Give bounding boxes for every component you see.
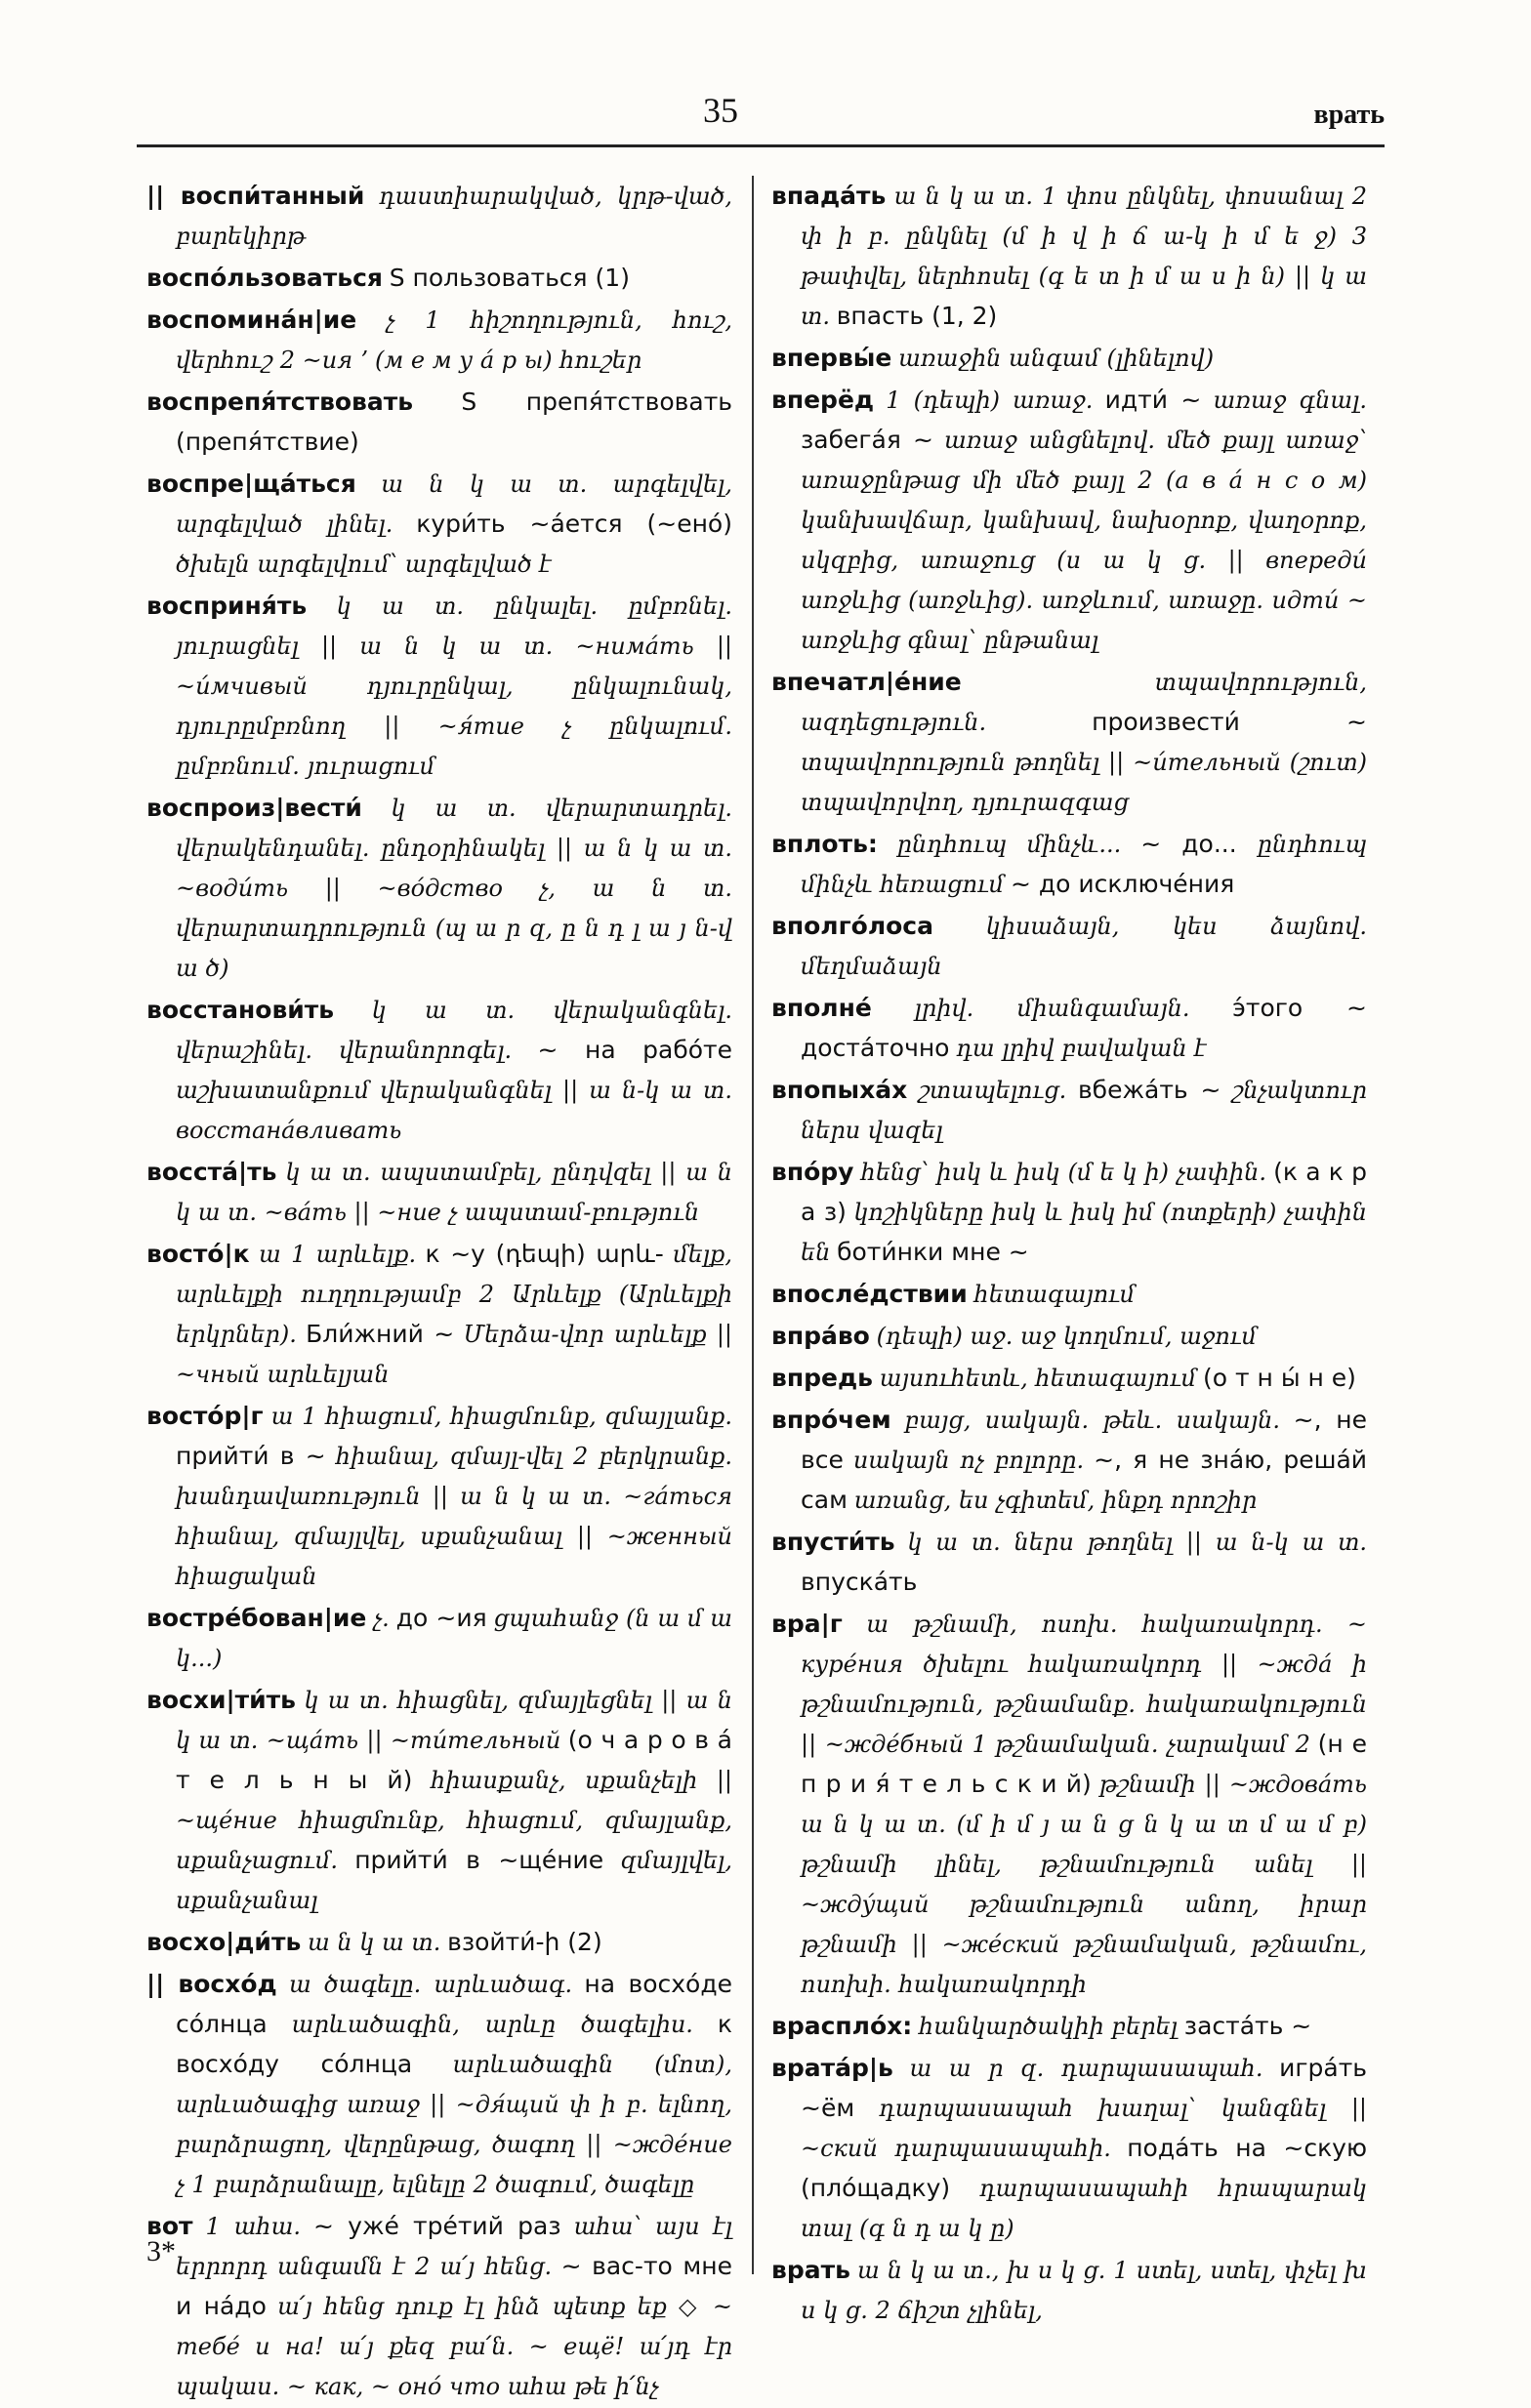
entry-translation: կ ա տ. հիացնել, զմայլեցնել || ա ն կ ա տ. ~ща́ть || ~ти́тельный	[176, 1687, 732, 1754]
dictionary-entry	[146, 990, 732, 1150]
entry-headword: восхи|ти́ть	[146, 1686, 296, 1714]
entry-translation: ա 1 հիացում, հիացմունք, զմայլանք.	[270, 1403, 732, 1430]
running-head: врать	[1313, 100, 1385, 130]
entry-headword: вперёд	[771, 386, 875, 414]
dictionary-entry	[146, 586, 732, 786]
entry-translation: ա թշնամի, ոսոխ. հակառակորդ. ~ куре́ния ծխելու հակառակորդ || ~жда́ ի թշնամություն, թշնամանք. հակառակություն || ~жде́бный 1 թշնամական. չարակամ 2	[801, 1611, 1367, 1758]
entry-translation: արևածագին, արևը ծագելիս.	[291, 2011, 693, 2038]
entry-example: до ~ия	[395, 1604, 487, 1632]
entry-translation: դարպասապահ խաղալ՝ կանգնել || ~ский դարպասապահի.	[801, 2095, 1367, 2162]
entry-example: боти́нки мне ~	[837, 1238, 1029, 1266]
entry-headword: воспомина́н|ие	[146, 306, 357, 334]
entry-translation: ա ն կ ա տ. 1 փոս ընկնել, փոսանալ 2 փ ի բ. ընկնել (մ ի վ ի ճ ա-կ ի մ ե ջ) 3 թափվել, ներհոսել (գ ե տ ի մ ա ս ի ն) || կ ա տ.	[801, 183, 1367, 330]
entry-translation: ա ն կ ա տ., խ ս կ ց. 1 ստել, ստել, փչել խ ս կ ց. 2 ճիշտ չլինել,	[801, 2257, 1368, 2324]
entry-example: впасть (1, 2)	[836, 302, 998, 330]
entry-headword: впопыха́х	[771, 1076, 908, 1104]
entry-translation: զմայլվել, սքանչանալ	[176, 1847, 732, 1914]
dictionary-entry	[146, 1152, 732, 1232]
entry-translation: կ ա տ. վերականգնել. վերաշինել. վերանորոգել.	[176, 997, 733, 1064]
entry-translation: չ.	[373, 1605, 390, 1632]
entry-example: прийти́ в ~	[176, 1442, 326, 1470]
dictionary-entry	[146, 464, 732, 584]
entry-translation: Մերձա-վոր արևելք || ~чный արևելյան	[176, 1321, 733, 1388]
entry-translation: ընդհուպ մինչև...	[896, 831, 1122, 858]
entry-translation: ա՛յ հենց դուք էլ ինձ պետք եք ◇ ~ тебе́ и на! ա՛յ քեզ բա՛ն. ~ ещё! ա՛յդ էր պակաս. ~ как, ~ оно́ что ահա թե ի՛նչ	[176, 2293, 733, 2400]
entry-headword: впосле́дствии	[771, 1280, 968, 1308]
entry-example: S пользоваться (1)	[389, 264, 630, 292]
left-column	[146, 176, 732, 2408]
entry-headword: врасплóх:	[771, 2012, 913, 2040]
entry-translation: ծխելն արգելվում՝ արգելված է	[176, 551, 552, 578]
entry-translation: ա ծագելը. արևածագ.	[288, 1971, 573, 1998]
entry-example: идти́ ~	[1104, 386, 1202, 414]
dictionary-entry	[771, 988, 1367, 1068]
entry-translation: կ ա տ. ընկալել. ըմբռնել. յուրացնել || ա ն կ ա տ. ~нима́ть || ~и́мчивый դյուրընկալ, ընկալունակ, դյուրըմբռնող || ~я́тие չ ընկալում. ըմբռնում. յուրացում	[176, 592, 733, 780]
entry-example: прийти́ в ~ще́ние	[354, 1846, 604, 1874]
entry-translation: հանկարծակիի բերել	[919, 2013, 1179, 2040]
entry-translation: արևածագին (մոտ), արևածագից առաջ || ~дя́щий փ ի բ. ելնող, բարձրացող, վերընթաց, ծագող || ~жде́ние չ 1 բարձրանալը, ելնելը 2 ծագում, ծագելը	[176, 2051, 733, 2198]
entry-translation: հիանալ, զմայլ-վել 2 բերկրանք. խանդավառություն || ա ն կ ա տ. ~га́ться հիանալ, զմայլվել, սքանչանալ || ~женный հիացական	[176, 1443, 733, 1590]
entry-translation: դարպասապահի հրապարակ տալ (գ ն դ ա կ ը)	[801, 2175, 1367, 2242]
entry-translation: ա ն կ ա տ.	[308, 1929, 441, 1956]
dictionary-entry	[146, 176, 732, 256]
entry-example: ~, я не зна́ю, реша́й сам	[801, 1446, 1368, 1514]
entry-translation: 1 ահա.	[205, 2213, 302, 2240]
entry-translation: դա լրիվ բավական է	[956, 1035, 1207, 1062]
entry-example: заста́ть ~	[1183, 2012, 1312, 2040]
dictionary-entry	[771, 906, 1367, 986]
header-rule	[137, 144, 1385, 147]
entry-example: к ~у (դեպի) արև-	[425, 1240, 664, 1268]
entry-translation: առաջ գնալ.	[1213, 387, 1368, 414]
entry-translation: շտապելուց.	[918, 1077, 1067, 1104]
dictionary-entry	[771, 1358, 1367, 1398]
right-column	[771, 176, 1367, 2332]
entry-example: ~ до исключе́ния	[1010, 870, 1235, 898]
dictionary-entry	[771, 2250, 1367, 2330]
dictionary-entry	[771, 1316, 1367, 1356]
entry-headword: впредь	[771, 1364, 873, 1392]
dictionary-entry	[771, 824, 1367, 904]
entry-example: Бли́жний ~	[306, 1320, 455, 1348]
entry-translation: կոշիկները իսկ և իսկ իմ (ոտքերի) չափին են	[801, 1199, 1367, 1266]
entry-headword: врата́р|ь	[771, 2054, 893, 2082]
entry-example: (о ч а р о в а́ т е л ь н ы й)	[176, 1726, 732, 1794]
dictionary-entry	[146, 1922, 732, 1962]
entry-translation: շնչակտուր ներս վազել	[801, 1077, 1367, 1144]
entry-translation: առանց, ես չգիտեմ, ինքդ որոշիր	[853, 1487, 1258, 1514]
dictionary-entry	[146, 1396, 732, 1596]
entry-example: (о т н ы́ н е)	[1203, 1364, 1356, 1392]
dictionary-entry	[771, 380, 1367, 660]
entry-translation: ցպահանջ (ն ա մ ա կ...)	[176, 1605, 733, 1672]
entry-headword: воспрепя́тствовать	[146, 388, 414, 416]
dictionary-entry	[771, 1604, 1367, 2004]
entry-example: вбежа́ть ~	[1077, 1076, 1221, 1104]
dictionary-entry	[771, 176, 1367, 336]
dictionary-entry	[771, 2048, 1367, 2248]
entry-example: к восхо́ду со́лнца	[176, 2010, 732, 2078]
entry-translation: տպավորություն թողնել || ~и́тельный (շուտ) տպավորվող, դյուրազգաց	[801, 749, 1367, 816]
entry-translation: առաջ անցնելով. մեծ քայլ առաջ՝ առաջընթաց մի մեծ քայլ 2 (а в а́ н с о м) կանխավճար, կանխավ, նախօրոք, վաղօրոք, սկզբից, առաջուց (ս ա կ ց. || впереди́ առջևից (առջևից). առջևում, առաջը. идти́ ~ առջևից գնալ՝ ընթանալ	[801, 427, 1367, 654]
entry-example: на восхо́де со́лнца	[176, 1970, 732, 2038]
column-divider	[752, 176, 754, 2274]
dictionary-entry	[146, 382, 732, 462]
entry-example: пода́ть на ~скую (пло́щадку)	[801, 2134, 1368, 2202]
entry-translation: ա ա ր զ. դարպասապահ.	[909, 2055, 1263, 2082]
entry-translation: բայց, սակայն. թեև. սակայն.	[904, 1407, 1281, 1434]
entry-headword: || восхо́д	[146, 1970, 277, 1998]
entry-headword: вполне́	[771, 994, 872, 1022]
dictionary-entry	[146, 300, 732, 380]
entry-translation: այսուհետև, հետագայում	[879, 1365, 1197, 1392]
entry-headword: врать	[771, 2256, 850, 2284]
entry-translation: 1 (դեպի) առաջ.	[886, 387, 1094, 414]
entry-headword: || воспи́танный	[146, 182, 365, 210]
entry-headword: впро́чем	[771, 1406, 891, 1434]
dictionary-entry	[771, 1274, 1367, 1314]
entry-translation: ա ն կ ա տ. արգելվել, արգելված լինել.	[176, 470, 732, 538]
dictionary-entry	[771, 1152, 1367, 1272]
entry-headword: восстанови́ть	[146, 996, 335, 1024]
entry-translation: ա 1 արևելք.	[259, 1241, 417, 1268]
entry-translation: կ ա տ. վերարտադրել. վերակենդանել. ընդօրինակել || ա ն կ ա տ. ~води́ть || ~во́дство չ, ա ն տ. վերարտադրություն (պ ա ր զ, ը ն դ լ ա յ ն-վ ա ծ)	[176, 795, 733, 982]
entry-example: S препя́тствовать (препя́тствие)	[176, 388, 732, 456]
entry-example: ~ вас-то мне и на́до	[176, 2252, 732, 2320]
entry-translation: լրիվ. միանգամայն.	[914, 995, 1190, 1022]
dictionary-entry	[771, 1400, 1367, 1520]
entry-example: ~ уже́ тре́тий раз	[313, 2212, 561, 2240]
dictionary-entry	[771, 1070, 1367, 1150]
dictionary-entry	[146, 2206, 732, 2406]
entry-translation: սակայն ոչ բոլորը.	[852, 1447, 1085, 1474]
dictionary-entry	[146, 1964, 732, 2204]
signature-mark: 3*	[146, 2235, 176, 2267]
entry-translation: դաստիարակված, կրթ-ված, բարեկիրթ	[176, 183, 733, 250]
entry-headword: впра́во	[771, 1322, 870, 1350]
entry-translation: ընդհուպ մինչև հեռացում	[801, 831, 1368, 898]
entry-example: произвести́ ~	[1092, 708, 1367, 736]
dictionary-entry	[771, 2006, 1367, 2046]
entry-translation: աշխատանքում վերականգնել || ա ն-կ ա տ. восстана́вливать	[176, 1077, 732, 1144]
dictionary-entry	[771, 338, 1367, 378]
dictionary-entry	[146, 1680, 732, 1920]
entry-example: (н е п р и я́ т е л ь с к и й)	[801, 1730, 1367, 1798]
dictionary-entry	[146, 1598, 732, 1678]
entry-headword: впечатл|е́ние	[771, 668, 962, 696]
dictionary-entry	[146, 1234, 732, 1394]
entry-headword: воспроиз|вести́	[146, 794, 362, 822]
entry-headword: восста́|ть	[146, 1158, 277, 1186]
entry-headword: воспо́льзоваться	[146, 264, 383, 292]
entry-translation: առաջին անգամ (լինելով)	[898, 345, 1215, 372]
entry-headword: вот	[146, 2212, 193, 2240]
dictionary-entry	[146, 788, 732, 988]
entry-example: (к а к р а з)	[801, 1158, 1368, 1226]
entry-headword: вполго́лоса	[771, 912, 933, 940]
dictionary-entry	[771, 662, 1367, 822]
entry-headword: вра|г	[771, 1610, 843, 1638]
entry-translation: կիսաձայն, կես ձայնով. մեղմաձայն	[801, 913, 1367, 980]
dictionary-entry	[146, 258, 732, 298]
entry-example: впуска́ть	[801, 1568, 918, 1596]
entry-translation: հենց՝ իսկ և իսկ (մ ե կ ի) չափին.	[860, 1159, 1266, 1186]
entry-translation: հետագայում	[973, 1281, 1136, 1308]
entry-example: взойти́-ի (2)	[447, 1928, 602, 1956]
entry-headword: впо́ру	[771, 1158, 854, 1186]
entry-translation: կ ա տ. ապստամբել, ընդվզել || ա ն կ ա տ. ~ва́ть || ~ние չ ապստամ-բություն	[176, 1159, 733, 1226]
entry-translation: ահա՝ այս էլ երրորդ անգամն է 2 ա՛յ հենց.	[176, 2213, 733, 2280]
entry-translation: մելք, արևելքի ուղղությամբ 2 Արևելք (Արևելքի երկրներ).	[176, 1241, 732, 1348]
entry-translation: չ 1 հիշողություն, հուշ, վերհուշ 2 ~ия ʼ (м е м у а́ р ы) հուշեր	[176, 306, 733, 374]
entry-example: э́того ~ доста́точно	[801, 994, 1367, 1062]
entry-headword: воспре|ща́ться	[146, 469, 356, 498]
entry-example: игра́ть ~ём	[801, 2054, 1368, 2122]
dictionary-entry	[771, 1522, 1367, 1602]
page-number: 35	[703, 91, 738, 130]
entry-translation: (դեպի) աջ. աջ կողմում, աջում	[876, 1323, 1258, 1350]
entry-headword: восто́р|г	[146, 1402, 264, 1430]
entry-example: ~ на рабо́те	[537, 1036, 732, 1064]
entry-headword: впервы́е	[771, 344, 892, 372]
entry-translation: թշնամի || ~ждова́ть ա ն կ ա տ. (մ ի մ յ ա ն ց ն կ ա տ մ ա մ բ) թշնամի լինել, թշնամություն անել || ~жду́щий թշնամություն անող, իրար թշնամի || ~же́ский թշնամական, թշնամու, ոսոխի. հակառակորդի	[801, 1771, 1367, 1998]
entry-headword: восприня́ть	[146, 592, 308, 620]
entry-example: кури́ть ~а́ется (~ено́)	[416, 510, 732, 538]
entry-headword: восхо|ди́ть	[146, 1928, 302, 1956]
entry-translation: կ ա տ. ներս թողնել || ա ն-կ ա տ.	[907, 1529, 1368, 1556]
entry-headword: впада́ть	[771, 182, 887, 210]
entry-headword: впусти́ть	[771, 1528, 895, 1556]
entry-headword: востре́бован|ие	[146, 1604, 367, 1632]
entry-example: ~, не все	[801, 1406, 1368, 1474]
entry-translation: տպավորություն, ազդեցություն.	[801, 669, 1367, 736]
entry-headword: вплоть:	[771, 830, 878, 858]
entry-example: ~ до...	[1140, 830, 1258, 858]
entry-headword: восто́|к	[146, 1240, 250, 1268]
entry-translation: հիասքանչ, սքանչելի || ~ще́ние հիացմունք, հիացում, զմայլանք, սքանչացում.	[176, 1767, 732, 1874]
entry-example: забега́я ~	[801, 426, 933, 454]
